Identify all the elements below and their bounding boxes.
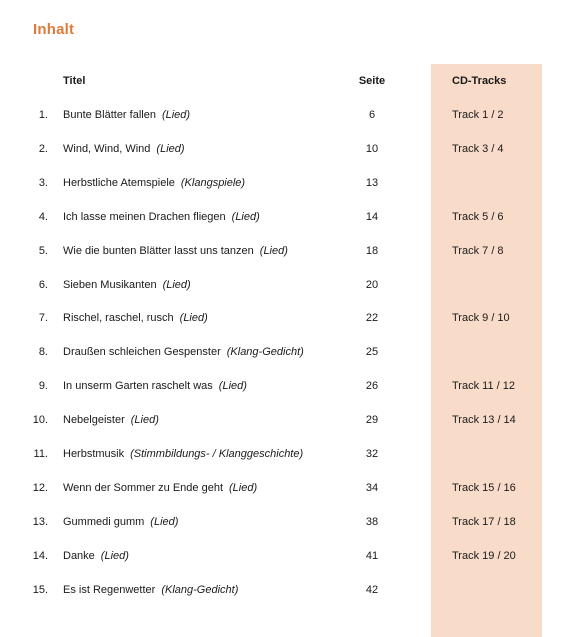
entry-page: 38	[365, 515, 379, 528]
entry-title: Draußen schleichen Gespenster	[63, 346, 221, 359]
entry-title: Herbstmusik	[63, 448, 125, 460]
entry-kind: (Lied)	[231, 210, 260, 223]
entry-tracks: Track 9 / 10	[452, 312, 510, 325]
entry-title: Bunte Blätter fallen	[63, 109, 156, 121]
entry-page: 34	[365, 481, 379, 494]
entry-number: 14.	[32, 549, 48, 562]
entry-number: 8.	[38, 346, 48, 359]
entry-page: 6	[368, 109, 376, 121]
entry-title-cell	[63, 548, 129, 564]
table-row	[0, 446, 570, 462]
table-row	[0, 514, 570, 530]
page-title: Inhalt	[33, 21, 75, 38]
entry-number: 3.	[38, 176, 48, 189]
entry-title-cell	[63, 277, 191, 293]
entry-page: 10	[365, 142, 379, 155]
entry-title-cell	[63, 107, 190, 123]
entry-number: 9.	[38, 380, 48, 393]
entry-kind: (Lied)	[179, 312, 208, 325]
entry-page: 14	[365, 210, 379, 223]
entry-kind: (Lied)	[259, 244, 288, 257]
entry-title-cell	[63, 378, 247, 394]
entry-title: Wind, Wind, Wind	[63, 142, 151, 155]
entry-number: 12.	[32, 481, 48, 494]
column-header-page: Seite	[358, 75, 386, 87]
entry-page: 25	[365, 346, 379, 359]
entry-title-cell	[63, 209, 260, 225]
entry-number: 6.	[38, 278, 48, 291]
entry-tracks: Track 11 / 12	[452, 380, 515, 393]
entry-kind: (Lied)	[162, 278, 191, 291]
entry-title: Nebelgeister	[63, 414, 125, 427]
table-row	[0, 412, 570, 428]
entry-page: 26	[365, 380, 379, 393]
entry-tracks: Track 19 / 20	[452, 549, 516, 562]
entry-number: 2.	[38, 142, 48, 155]
entry-title: In unserm Garten raschelt was	[63, 380, 213, 393]
entry-number: 15.	[32, 583, 48, 596]
entry-kind: (Lied)	[156, 142, 185, 155]
entry-page: 18	[365, 244, 379, 257]
column-header-tracks: CD-Tracks	[452, 75, 507, 87]
entry-page: 22	[365, 312, 379, 325]
entry-number: 4.	[38, 210, 48, 223]
entry-number: 13.	[32, 515, 48, 528]
entry-title: Es ist Regenwetter	[63, 583, 156, 596]
entry-tracks: Track 17 / 18	[452, 515, 516, 528]
entry-tracks: Track 3 / 4	[452, 142, 504, 155]
table-row	[0, 548, 570, 564]
entry-title-cell	[63, 446, 303, 462]
entry-title: Gummedi gumm	[63, 515, 145, 528]
entry-title-cell	[63, 344, 304, 360]
entry-kind: (Lied)	[161, 109, 191, 121]
entry-title-cell	[63, 412, 159, 428]
entry-page: 20	[365, 278, 379, 291]
entry-title-cell	[63, 582, 238, 598]
entry-kind: (Lied)	[150, 515, 179, 528]
entry-number: 5.	[38, 244, 48, 257]
entry-kind: (Lied)	[229, 481, 258, 494]
table-row	[0, 141, 570, 157]
entry-title: Wie die bunten Blätter lasst uns tanzen	[63, 244, 254, 257]
entry-title-cell	[63, 175, 245, 191]
entry-page: 42	[365, 583, 379, 596]
entry-page: 41	[365, 549, 379, 562]
entry-title-cell	[63, 243, 288, 259]
entry-title-cell	[63, 514, 178, 530]
entry-title-cell	[63, 310, 208, 326]
entry-title: Danke	[63, 549, 95, 562]
table-row	[0, 310, 570, 326]
entry-kind: (Lied)	[218, 380, 247, 393]
table-row	[0, 243, 570, 259]
entry-page: 32	[365, 448, 379, 460]
entry-title-cell	[63, 480, 257, 496]
table-row	[0, 378, 570, 394]
entry-page: 29	[365, 414, 379, 427]
entry-tracks: Track 5 / 6	[452, 210, 504, 223]
entry-kind: (Stimmbildungs- / Klanggeschichte)	[130, 448, 304, 460]
entry-number: 10.	[32, 414, 48, 427]
entry-title: Herbstliche Atemspiele	[63, 176, 175, 189]
column-header-title: Titel	[63, 75, 86, 87]
table-row	[0, 277, 570, 293]
entry-tracks: Track 15 / 16	[452, 481, 516, 494]
entry-kind: (Klang-Gedicht)	[226, 346, 304, 359]
entry-tracks: Track 13 / 14	[452, 414, 516, 427]
entry-title: Sieben Musikanten	[63, 278, 157, 291]
entry-number: 7.	[38, 312, 48, 325]
entry-number: 11.	[33, 448, 48, 460]
table-row	[0, 175, 570, 191]
entry-number: 1.	[38, 109, 48, 121]
table-row	[0, 344, 570, 360]
entry-kind: (Klangspiele)	[180, 176, 246, 189]
entry-kind: (Klang-Gedicht)	[161, 583, 239, 596]
entry-kind: (Lied)	[130, 414, 159, 427]
entry-tracks: Track 7 / 8	[452, 244, 504, 257]
table-header	[0, 73, 570, 89]
entry-title: Ich lasse meinen Drachen fliegen	[63, 210, 226, 223]
table-row	[0, 480, 570, 496]
table-row	[0, 107, 570, 123]
entry-title: Wenn der Sommer zu Ende geht	[63, 481, 223, 494]
table-row	[0, 209, 570, 225]
entry-tracks: Track 1 / 2	[452, 109, 504, 121]
entry-page: 13	[365, 176, 379, 189]
entry-kind: (Lied)	[100, 549, 129, 562]
entry-title: Rischel, raschel, rusch	[63, 312, 174, 325]
table-row	[0, 582, 570, 598]
entry-title-cell	[63, 141, 185, 157]
